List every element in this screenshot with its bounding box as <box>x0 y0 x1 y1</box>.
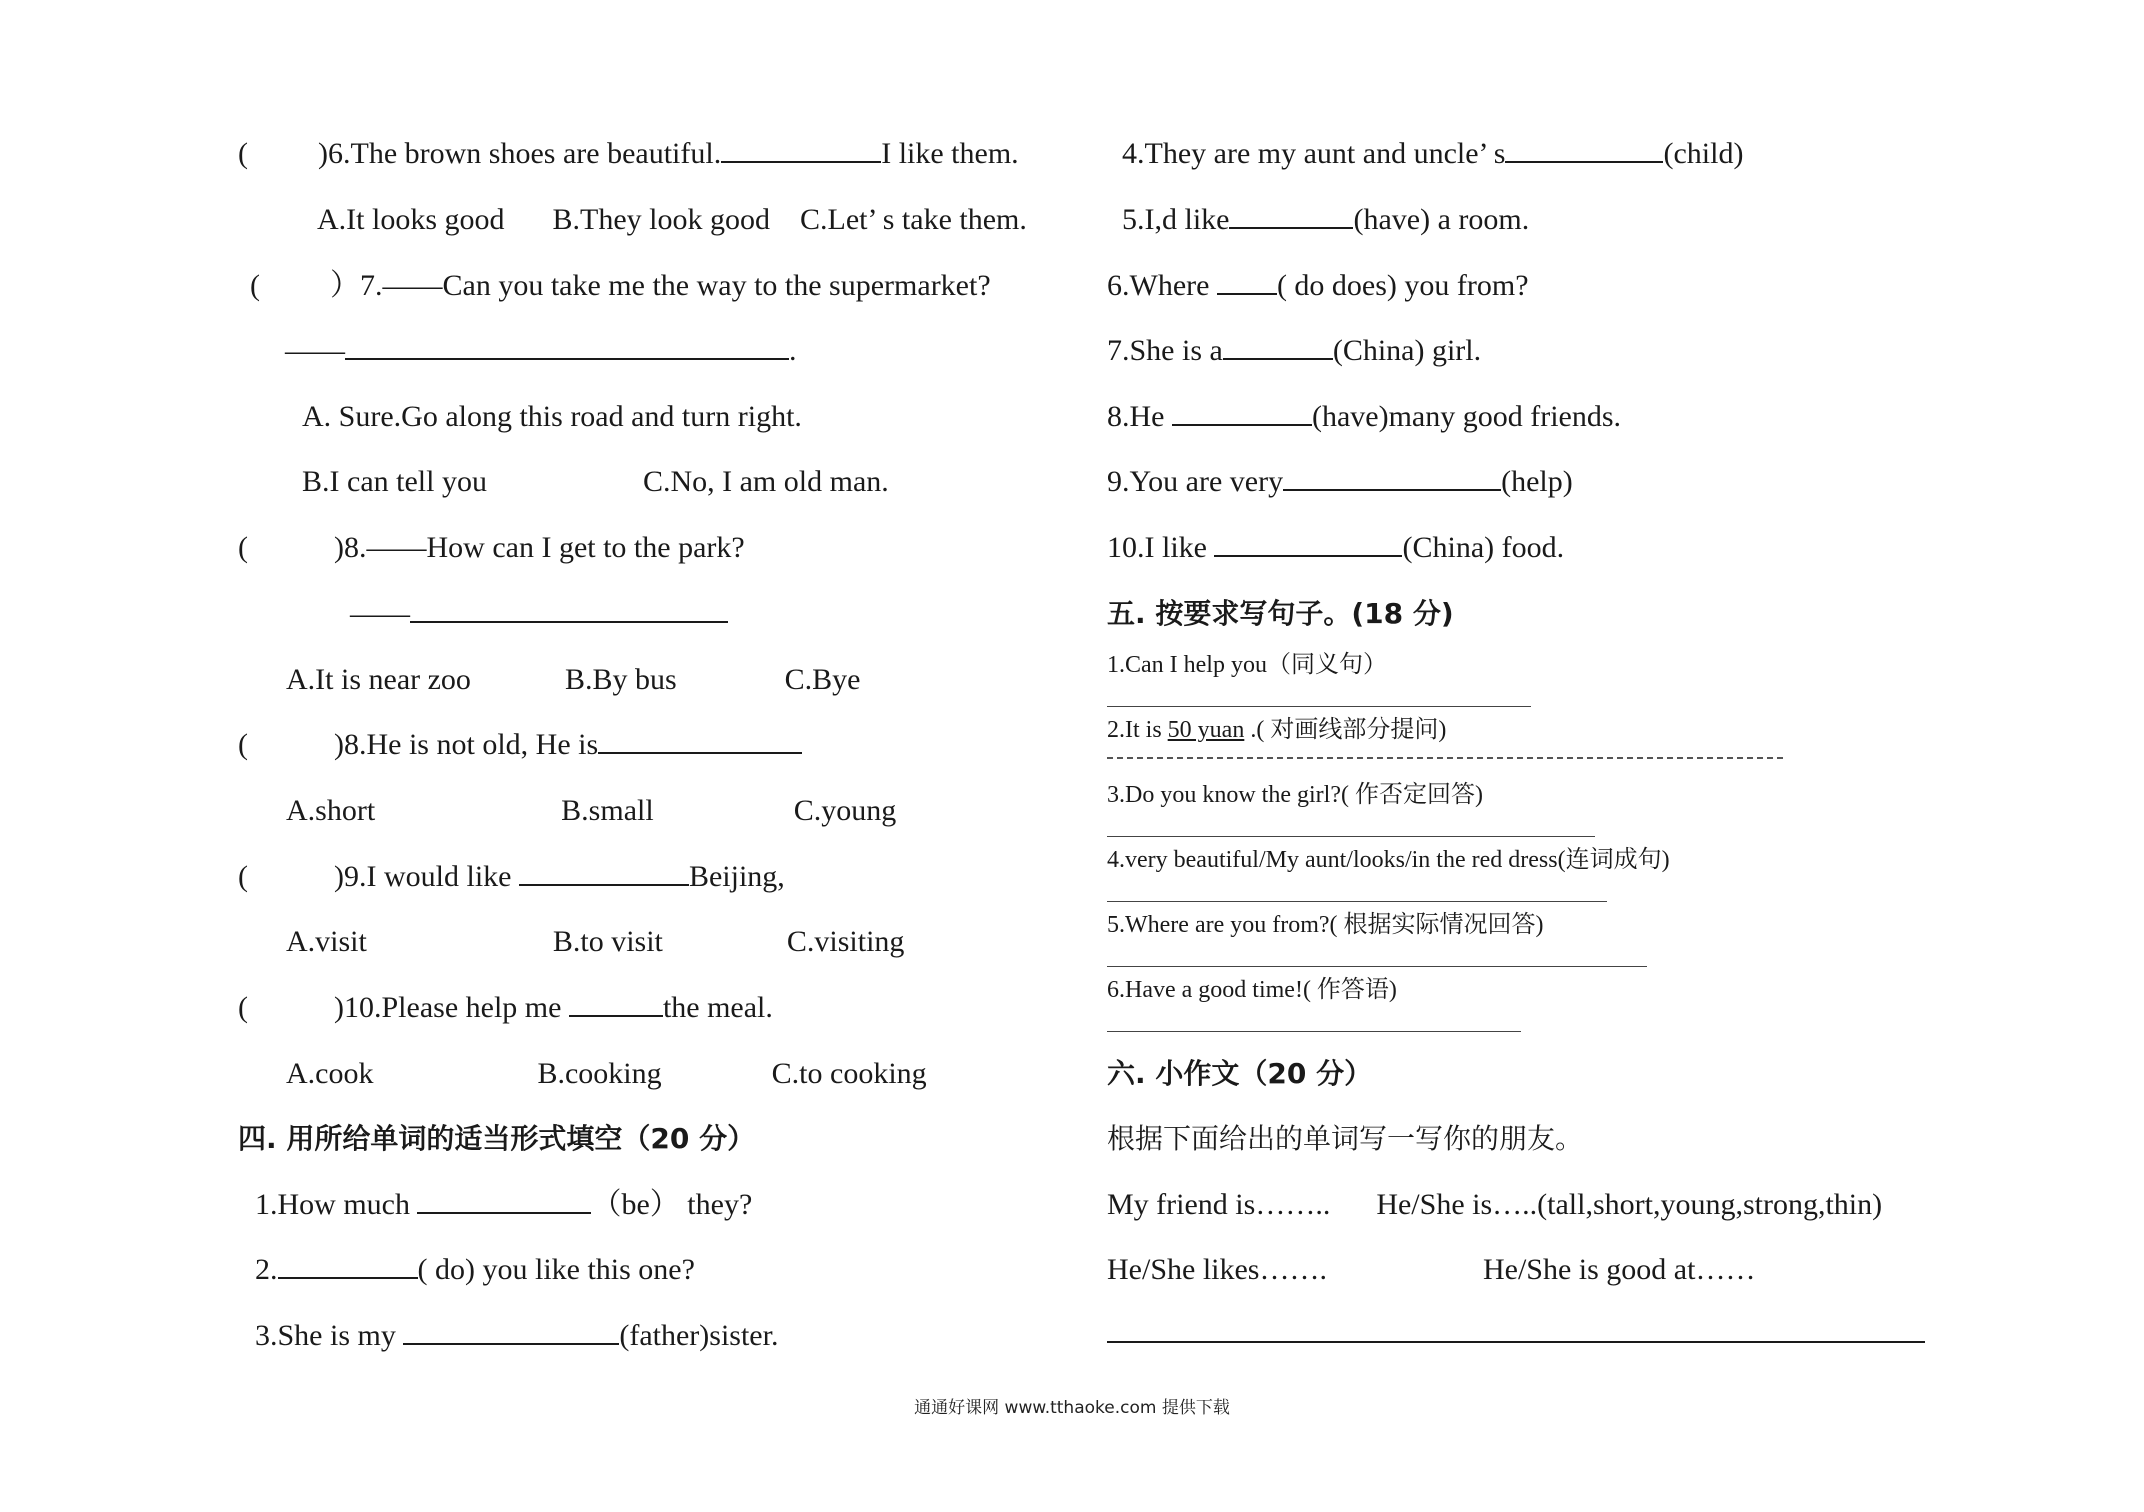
answer-blank[interactable] <box>278 1253 418 1279</box>
question-text: )9.I would like <box>334 860 512 893</box>
rewrite-text: 2.It is <box>1107 717 1168 743</box>
question-text: )6.The brown shoes are beautiful. <box>318 137 722 170</box>
fill-text: 4.They are my aunt and uncle’ s <box>1122 137 1506 170</box>
fill-9 <box>1107 465 1573 499</box>
fill-5 <box>1122 203 1529 237</box>
option-b: B.They look good <box>552 203 770 236</box>
fill-hint: ( do does) you from? <box>1276 269 1529 302</box>
footer-credit: 通通好课网 www.tthaoke.com 提供下载 <box>914 1398 1230 1418</box>
question-text: )8.He is not old, He is <box>334 728 599 761</box>
answer-blank[interactable] <box>410 597 728 623</box>
answer-line[interactable] <box>1107 706 1531 707</box>
answer-blank[interactable] <box>1223 334 1333 360</box>
underlined-part: 50 yuan <box>1167 717 1245 743</box>
hint-a: My friend is…….. <box>1107 1188 1331 1221</box>
answer-blank[interactable] <box>1229 203 1353 229</box>
fill-hint: (child) <box>1663 137 1744 170</box>
option-c: C.No, I am old man. <box>642 465 889 498</box>
answer-blank[interactable] <box>1283 465 1501 491</box>
answer-blank[interactable] <box>721 137 881 163</box>
hint-a: He/She likes……. <box>1107 1253 1327 1286</box>
answer-paren: ( <box>238 137 248 170</box>
rewrite-2 <box>1107 716 1446 744</box>
fill-hint: (have)many good friends. <box>1311 400 1622 433</box>
question-9 <box>238 860 785 894</box>
answer-paren: ( <box>250 269 260 302</box>
fill-hint: (help) <box>1501 465 1573 498</box>
fill-3 <box>255 1319 778 1353</box>
right-column <box>1090 0 2090 1400</box>
answer-paren: ( <box>238 860 248 893</box>
answer-line[interactable] <box>1107 836 1595 837</box>
option-a: A.visit <box>286 925 367 958</box>
option-c: C.Let’ s take them. <box>800 203 1027 236</box>
rewrite-3: 3.Do you know the girl?( 作否定回答) <box>1107 782 1483 808</box>
fill-hint: （be） they? <box>591 1188 753 1221</box>
rewrite-6: 6.Have a good time!( 作答语) <box>1107 977 1397 1003</box>
rewrite-4: 4.very beautiful/My aunt/looks/in the red dress(连词成句) <box>1107 847 1670 873</box>
rewrite-1: 1.Can I help you（同义句） <box>1107 652 1387 678</box>
question-8a <box>238 531 745 565</box>
dash: —— <box>285 334 345 367</box>
question-text: ）7.——Can you take me the way to the supermarket? <box>330 269 991 302</box>
question-8b <box>238 728 802 762</box>
fill-2 <box>255 1253 695 1287</box>
question-text-after: the meal. <box>662 991 773 1024</box>
answer-blank[interactable] <box>519 860 689 886</box>
fill-hint: (have) a room. <box>1353 203 1530 236</box>
option-a: A.It looks good <box>317 203 505 236</box>
fill-8 <box>1107 400 1621 434</box>
option-a: A.cook <box>286 1057 374 1090</box>
fill-text: 3.She is my <box>255 1319 396 1352</box>
section-5-title: 五. 按要求写句子。(18 分) <box>1107 597 1454 630</box>
left-column <box>0 0 1027 1400</box>
option-b: B.I can tell you <box>302 465 487 498</box>
answer-line[interactable] <box>1107 966 1647 967</box>
fill-hint: ( do) you like this one? <box>417 1253 695 1286</box>
answer-blank[interactable] <box>569 991 663 1017</box>
option-b: B.to visit <box>552 925 663 958</box>
answer-blank[interactable] <box>1172 400 1312 426</box>
essay-hint-line-2 <box>1107 1253 1755 1287</box>
question-text: )10.Please help me <box>334 991 562 1024</box>
essay-hint-line-1 <box>1107 1188 1882 1222</box>
dash: —— <box>350 597 410 630</box>
fill-hint: (China) food. <box>1402 531 1565 564</box>
option-a: A.short <box>286 794 376 827</box>
question-7-option-a: A. Sure.Go along this road and turn right. <box>302 400 802 433</box>
fill-text: 2. <box>255 1253 278 1286</box>
answer-blank[interactable] <box>1505 137 1663 163</box>
hint-b: He/She is good at…… <box>1482 1253 1756 1286</box>
answer-blank[interactable] <box>345 334 789 360</box>
option-b: B.By bus <box>564 663 677 696</box>
question-text-after: Beijing, <box>688 860 785 893</box>
question-6 <box>238 137 1019 171</box>
option-b: B.cooking <box>537 1057 662 1090</box>
fill-text: 8.He <box>1107 400 1165 433</box>
answer-blank[interactable] <box>1217 269 1277 295</box>
option-c: C.visiting <box>786 925 905 958</box>
fill-text: 5.I,d like <box>1122 203 1230 236</box>
fill-7 <box>1107 334 1481 368</box>
fill-4 <box>1122 137 1743 171</box>
option-c: C.to cooking <box>771 1057 927 1090</box>
answer-paren: ( <box>238 728 248 761</box>
answer-blank[interactable] <box>1214 531 1402 557</box>
option-b: B.small <box>561 794 654 827</box>
hint-b: He/She is…..(tall,short,young,strong,thin) <box>1376 1188 1883 1221</box>
question-text-after: I like them. <box>881 137 1019 170</box>
essay-prompt: 根据下面给出的单词写一写你的朋友。 <box>1107 1122 1584 1155</box>
answer-line[interactable] <box>1107 1031 1521 1032</box>
option-c: C.young <box>793 794 897 827</box>
question-7-answer-line <box>285 334 797 368</box>
question-text: )8.——How can I get to the park? <box>334 531 745 564</box>
question-7 <box>250 269 991 303</box>
fill-text: 7.She is a <box>1107 334 1223 367</box>
question-8a-options <box>286 663 860 697</box>
fill-6 <box>1107 269 1529 303</box>
section-4-title: 四. 用所给单词的适当形式填空（20 分） <box>238 1122 756 1155</box>
fill-1 <box>255 1188 752 1222</box>
section-6-title: 六. 小作文（20 分） <box>1107 1057 1373 1090</box>
answer-line[interactable] <box>1107 901 1607 902</box>
question-10 <box>238 991 773 1025</box>
option-c: C.Bye <box>784 663 861 696</box>
answer-line[interactable] <box>1107 757 1783 759</box>
answer-blank[interactable] <box>417 1188 591 1214</box>
question-8a-answer-line <box>350 597 728 631</box>
fill-hint: (father)sister. <box>619 1319 779 1352</box>
period: . <box>789 334 797 367</box>
fill-10 <box>1107 531 1564 565</box>
essay-writing-line[interactable] <box>1107 1341 1925 1343</box>
question-7-options-bc <box>302 465 889 499</box>
rewrite-hint: .( 对画线部分提问) <box>1244 717 1447 743</box>
fill-text: 6.Where <box>1107 269 1210 302</box>
question-8b-options <box>286 794 896 828</box>
fill-text: 1.How much <box>255 1188 410 1221</box>
fill-text: 10.I like <box>1107 531 1207 564</box>
question-6-options <box>317 203 1027 237</box>
rewrite-5: 5.Where are you from?( 根据实际情况回答) <box>1107 912 1544 938</box>
fill-hint: (China) girl. <box>1332 334 1482 367</box>
answer-paren: ( <box>238 991 248 1024</box>
fill-text: 9.You are very <box>1107 465 1284 498</box>
question-9-options <box>286 925 904 959</box>
question-10-options <box>286 1057 927 1091</box>
answer-blank[interactable] <box>403 1319 619 1345</box>
answer-blank[interactable] <box>598 728 802 754</box>
answer-paren: ( <box>238 531 248 564</box>
option-a: A.It is near zoo <box>286 663 471 696</box>
